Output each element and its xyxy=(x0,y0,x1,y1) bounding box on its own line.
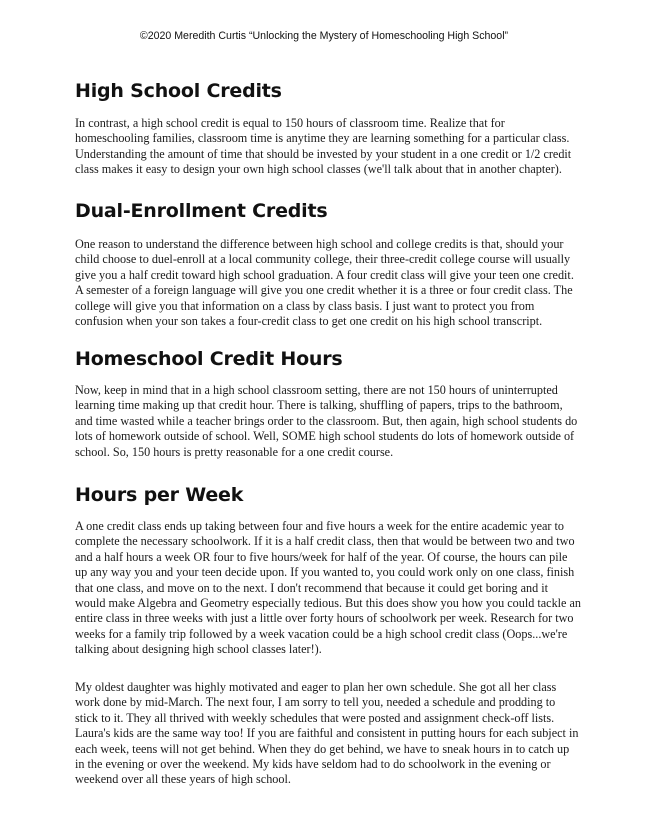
heading-homeschool-credit-hours: Homeschool Credit Hours xyxy=(75,348,343,370)
paragraph-hours-per-week-2: My oldest daughter was highly motivated and eager to plan her own schedule. She got all her class work done by mid-March. The next four, I am sorry to tell you, needed a schedule and prodding to stick to it. They all thrived with weekly schedules that were posted and assignment check-off lists. Laura's kids are the same way too! If you are faithful and consistent in putting hours for each subject in each week, teens will not get behind. When they do get behind, we have to sneak hours in to catch up in the evening or over the weekend. My kids have seldom had to do schoolwork in the evening or weekend over all these years of high school. xyxy=(75,680,579,787)
paragraph-dual-enrollment-credits: One reason to understand the difference between high school and college credits is that, should your child choose to duel-enroll at a local community college, their three-credit college course will usually give you a half credit toward high school graduation. A four credit class will give your teen one credit. A semester of a foreign language will give you one credit whether it is a three or four credit class. The college will give you that information on a class by class basis. I just want to protect you from confusion when your son takes a four-credit class to get one credit on his high school transcript. xyxy=(75,237,574,329)
heading-dual-enrollment-credits: Dual-Enrollment Credits xyxy=(75,200,328,222)
heading-high-school-credits: High School Credits xyxy=(75,80,282,102)
paragraph-high-school-credits: In contrast, a high school credit is equal to 150 hours of classroom time. Realize that for homeschooling families, classroom time is anytime they are learning something for a particular class. Understanding the amount of time that should be invested by your student in a one credit or 1/2 credit class makes it easy to design your own high school classes (we'll talk about that in another chapter). xyxy=(75,116,572,177)
heading-hours-per-week: Hours per Week xyxy=(75,484,244,506)
page-header-copyright: ©2020 Meredith Curtis “Unlocking the Mystery of Homeschooling High School” xyxy=(139,30,509,42)
paragraph-hours-per-week-1: A one credit class ends up taking between four and five hours a week for the entire academic year to complete the necessary schoolwork. If it is a half credit class, then that would be between two and two and a half hours a week OR four to five hours/week for half of the year. Of course, the hours can pile up any way you and your teen decide upon. If you wanted to, you could work only on one class, finish that one class, and move on to the next. I don't recommend that because it could get boring and it would make Algebra and Geometry especially tedious. But this does show you how you could tackle an entire class in three weeks with just a little over forty hours of schoolwork per week. Research for two weeks for a family trip followed by a week vacation could be a high school credit class (Oops...we're talking about designing high school classes later!). xyxy=(75,519,582,657)
paragraph-homeschool-credit-hours: Now, keep in mind that in a high school classroom setting, there are not 150 hours of uninterrupted learning time making up that credit hour. There is talking, shuffling of papers, trips to the bathroom, and time wasted while a teacher brings order to the classroom. But, then again, high school students do lots of homework outside of school. Well, SOME high school students do lots of homework outside of school. So, 150 hours is pretty reasonable for a one credit course. xyxy=(75,383,578,459)
